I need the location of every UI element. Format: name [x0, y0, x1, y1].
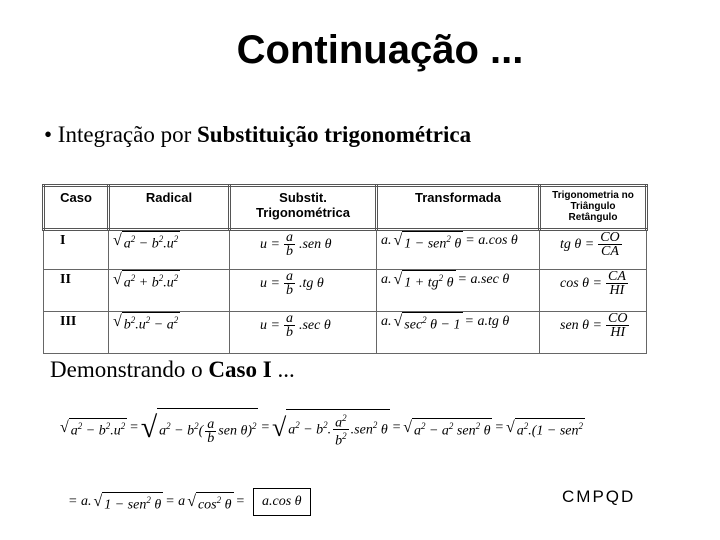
demo-suffix: ...: [271, 357, 295, 382]
transform-iii: a. √ $\sec^2 \theta - 1$ = a.tg θ: [377, 312, 540, 354]
header-substit: Substit. Trigonométrica: [230, 186, 377, 230]
header-trig-triangle: Trigonometria no Triângulo Retângulo: [540, 186, 647, 230]
slide-title: Continuação ...: [236, 28, 524, 72]
substit-i: u = $\frac{a}{b}$ .sen θ: [230, 230, 377, 270]
substit-iii: u = $\frac{a}{b}$ .sec θ: [230, 312, 377, 354]
transform-i: a. √ 1 − sen$^2$ θ = a.cos θ: [377, 230, 540, 270]
radical-ii: √ $a^2 + b^2.u^2$: [109, 270, 230, 312]
caso-i: I: [44, 230, 109, 270]
trig-ii: cos θ = $\frac{CA}{HI}$: [540, 270, 647, 312]
demo-equation-1: √ $a^2 - b^2.u^2$ = √ $a^2 - b^2$( $\frac{a}{b}$ sen θ)$^2$ = √ $a^2 - b^2$. $\frac{a^2}{b^2}$ .sen$^2$ θ = √ $a^2 - a^2$ sen$^2$ θ = √ $a^2.(1 - sen^2$: [60, 408, 585, 449]
trig-iii: sen θ = $\frac{CO}{HI}$: [540, 312, 647, 354]
radical-iii: √ $b^2.u^2 - a^2$: [109, 312, 230, 354]
substit-ii: u = $\frac{a}{b}$ .tg θ: [230, 270, 377, 312]
bullet-prefix: • Integração por: [44, 122, 198, 147]
bullet-line: [44, 122, 471, 148]
footer-label: CMPQD: [562, 487, 636, 506]
transform-ii: a. √ $1 + tg^2$ θ = a.sec θ: [377, 270, 540, 312]
result-box: a.cos θ: [253, 488, 311, 516]
demo-equation-2: = a. √ 1 − sen$^2$ θ = a √ $\cos^2 \theta$ = a.cos θ: [68, 488, 311, 516]
header-radical: Radical: [109, 186, 230, 230]
substitution-table: [42, 184, 648, 354]
demo-prefix: Demonstrando o: [50, 357, 209, 382]
bullet-bold: Substituição trigonométrica: [197, 122, 472, 147]
header-caso: Caso: [44, 186, 109, 230]
demo-bold: Caso I: [208, 357, 272, 382]
caso-iii: III: [44, 312, 109, 354]
header-transformada: Transformada: [377, 186, 540, 230]
radical-i: √ $a^2 - b^2.u^2$: [109, 230, 230, 270]
caso-ii: II: [44, 270, 109, 312]
demo-line: [50, 357, 295, 383]
trig-i: tg θ = $\frac{CO}{CA}$: [540, 230, 647, 270]
